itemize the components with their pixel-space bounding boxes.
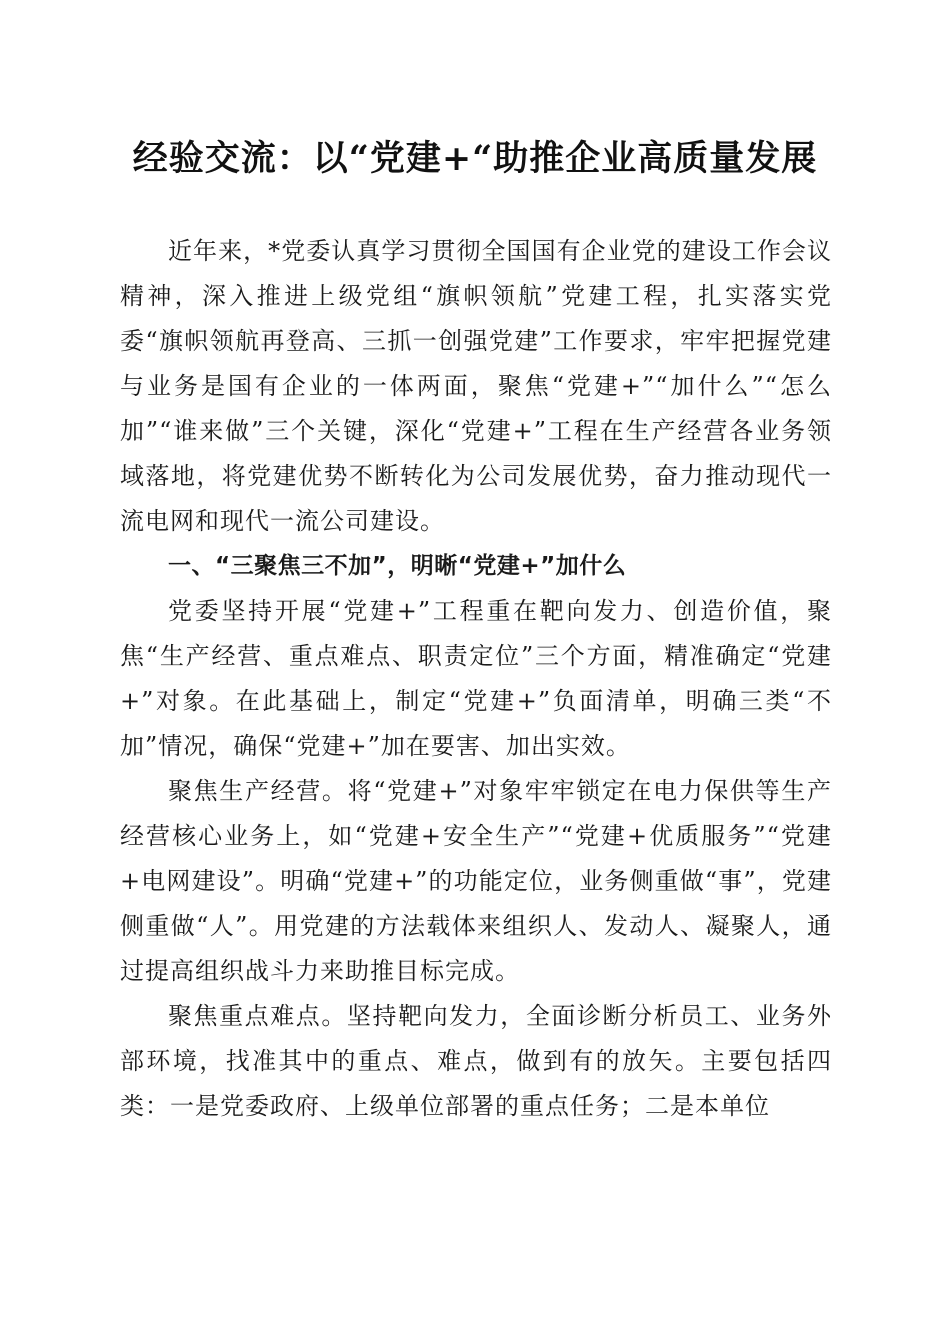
section-1-paragraph-1: 党委坚持开展“党建+”工程重在靶向发力、创造价值，聚焦“生产经营、重点难点、职责定位”三个方面，精准确定“党建+”对象。在此基础上，制定“党建+”负面清单，明确三类“不加”情况，确保“党建+”加在要害、加出实效。 (120, 597, 832, 760)
intro-paragraph: 近年来，*党委认真学习贯彻全国国有企业党的建设工作会议精神，深入推进上级党组“旗帜领航”党建工程，扎实落实党委“旗帜领航再登高、三抓一创强党建”工作要求，牢牢把握党建与业务是国有企业的一体两面，聚焦“党建+”“加什么”“怎么加”“谁来做”三个关键，深化“党建+”工程在生产经营各业务领域落地，将党建优势不断转化为公司发展优势，奋力推动现代一流电网和现代一流公司建设。 (120, 237, 832, 535)
section-1-paragraph-2: 聚焦生产经营。将“党建+”对象牢牢锁定在电力保供等生产经营核心业务上，如“党建+安全生产”“党建+优质服务”“党建+电网建设”。明确“党建+”的功能定位，业务侧重做“事”，党建侧重做“人”。用党建的方法载体来组织人、发动人、凝聚人，通过提高组织战斗力来助推目标完成。 (120, 777, 832, 985)
section-heading-1: 一、“三聚焦三不加”，明晰“党建+”加什么 (168, 553, 627, 579)
document-body (120, 229, 832, 1129)
document-title: 经验交流：以“党建+“助推企业高质量发展 (132, 138, 818, 179)
section-1-paragraph-3: 聚焦重点难点。坚持靶向发力，全面诊断分析员工、业务外部环境，找准其中的重点、难点，做到有的放矢。主要包括四类：一是党委政府、上级单位部署的重点任务；二是本单位 (120, 1002, 832, 1120)
